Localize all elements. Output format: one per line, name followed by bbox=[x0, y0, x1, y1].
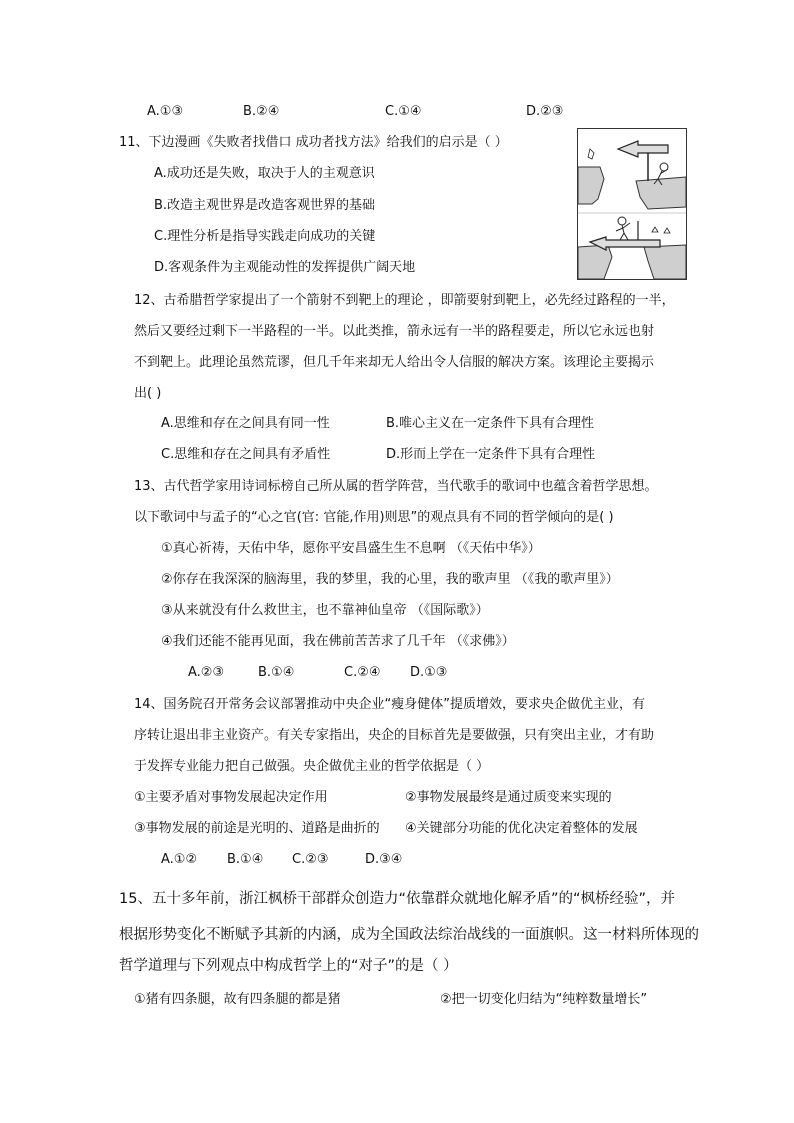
q13-option-c: C.②④ bbox=[344, 665, 381, 680]
q12-option-a: A.思维和存在之间具有同一性 bbox=[161, 416, 330, 431]
q15-item-1: ①猪有四条腿，故有四条腿的都是猪 bbox=[134, 992, 341, 1007]
q13-item-2: ②你存在我深深的脑海里，我的梦里，我的心里，我的歌声里 （《我的歌声里》） bbox=[161, 572, 619, 587]
q14-item-3: ③事物发展的前途是光明的、道路是曲折的 bbox=[134, 821, 380, 836]
q11-stem: 11、下边漫画《失败者找借口 成功者找方法》给我们的启示是（ ） bbox=[119, 135, 508, 150]
q10-option-c: C.①④ bbox=[385, 104, 422, 119]
q13-line-2: 以下歌词中与孟子的“心之官(官: 官能,作用)则思”的观点具有不同的哲学倾向的是( ) bbox=[134, 510, 614, 525]
q14-line-3: 于发挥专业能力把自己做强。央企做优主业的哲学依据是（ ） bbox=[134, 759, 490, 774]
cartoon-drawing bbox=[578, 129, 686, 279]
q14-line-2: 序转让退出非主业资产。有关专家指出，央企的目标首先是要做强，只有突出主业，才有助 bbox=[134, 728, 655, 743]
q15-item-2: ②把一切变化归结为“纯粹数量增长” bbox=[440, 992, 648, 1007]
q12-option-d: D.形而上学在一定条件下具有合理性 bbox=[386, 447, 596, 462]
q14-item-2: ②事物发展最终是通过质变来实现的 bbox=[405, 790, 612, 805]
q11-option-b: B.改造主观世界是改造客观世界的基础 bbox=[154, 198, 376, 213]
q15-line-3: 哲学道理与下列观点中构成哲学上的“对子”的是（ ） bbox=[119, 958, 458, 974]
q14-option-b: B.①④ bbox=[227, 852, 264, 867]
q14-item-1: ①主要矛盾对事物发展起决定作用 bbox=[134, 790, 328, 805]
q13-option-b: B.①④ bbox=[258, 665, 295, 680]
q15-line-2: 根据形势变化不断赋予其新的内涵，成为全国政法综治战线的一面旗帜。这一材料所体现的 bbox=[119, 927, 699, 943]
q12-line-2: 然后又要经过剩下一半路程的一半。以此类推，箭永远有一半的路程要走，所以它永远也射 bbox=[134, 324, 655, 339]
q14-option-c: C.②③ bbox=[292, 852, 329, 867]
q13-line-1: 13、古代哲学家用诗词标榜自己所从属的哲学阵营，当代歌手的歌词中也蕴含着哲学思想。 bbox=[134, 479, 658, 494]
q13-item-4: ④我们还能不能再见面，我在佛前苦苦求了几千年 （《求佛》） bbox=[161, 634, 515, 649]
q12-line-3: 不到靶上。此理论虽然荒谬，但几千年来却无人给出令人信服的解决方案。该理论主要揭示 bbox=[134, 355, 655, 370]
q12-line-1: 12、古希腊哲学家提出了一个箭射不到靶上的理论 ，即箭要射到靶上，必先经过路程的一半， bbox=[134, 293, 675, 308]
q10-option-a: A.①③ bbox=[147, 104, 184, 119]
q13-option-d: D.①③ bbox=[410, 665, 448, 680]
q14-option-d: D.③④ bbox=[365, 852, 403, 867]
q13-item-1: ①真心祈祷，天佑中华，愿你平安昌盛生生不息啊 （《天佑中华》） bbox=[161, 541, 541, 556]
q11-option-c: C.理性分析是指导实践走向成功的关键 bbox=[154, 229, 376, 244]
q12-option-c: C.思维和存在之间具有矛盾性 bbox=[161, 447, 331, 462]
q14-line-1: 14、国务院召开常务会议部署推动中央企业“瘦身健体”提质增效，要求央企做优主业，有 bbox=[134, 697, 646, 712]
q12-line-4: 出( ) bbox=[134, 386, 162, 401]
q12-option-b: B.唯心主义在一定条件下具有合理性 bbox=[386, 416, 595, 431]
q14-item-4: ④关键部分功能的优化决定着整体的发展 bbox=[405, 821, 638, 836]
q11-option-d: D.客观条件为主观能动性的发挥提供广阔天地 bbox=[154, 260, 416, 275]
q13-item-3: ③从来就没有什么救世主，也不靠神仙皇帝 （《国际歌》） bbox=[161, 603, 489, 618]
q10-option-b: B.②④ bbox=[243, 104, 280, 119]
cartoon-illustration bbox=[577, 128, 687, 280]
q13-option-a: A.②③ bbox=[188, 665, 225, 680]
q15-line-1: 15、五十多年前，浙江枫桥干部群众创造力“依靠群众就地化解矛盾”的“枫桥经验”，并 bbox=[119, 891, 675, 907]
q14-option-a: A.①② bbox=[161, 852, 198, 867]
q10-option-d: D.②③ bbox=[526, 104, 564, 119]
q11-option-a: A.成功还是失败，取决于人的主观意识 bbox=[154, 166, 375, 181]
